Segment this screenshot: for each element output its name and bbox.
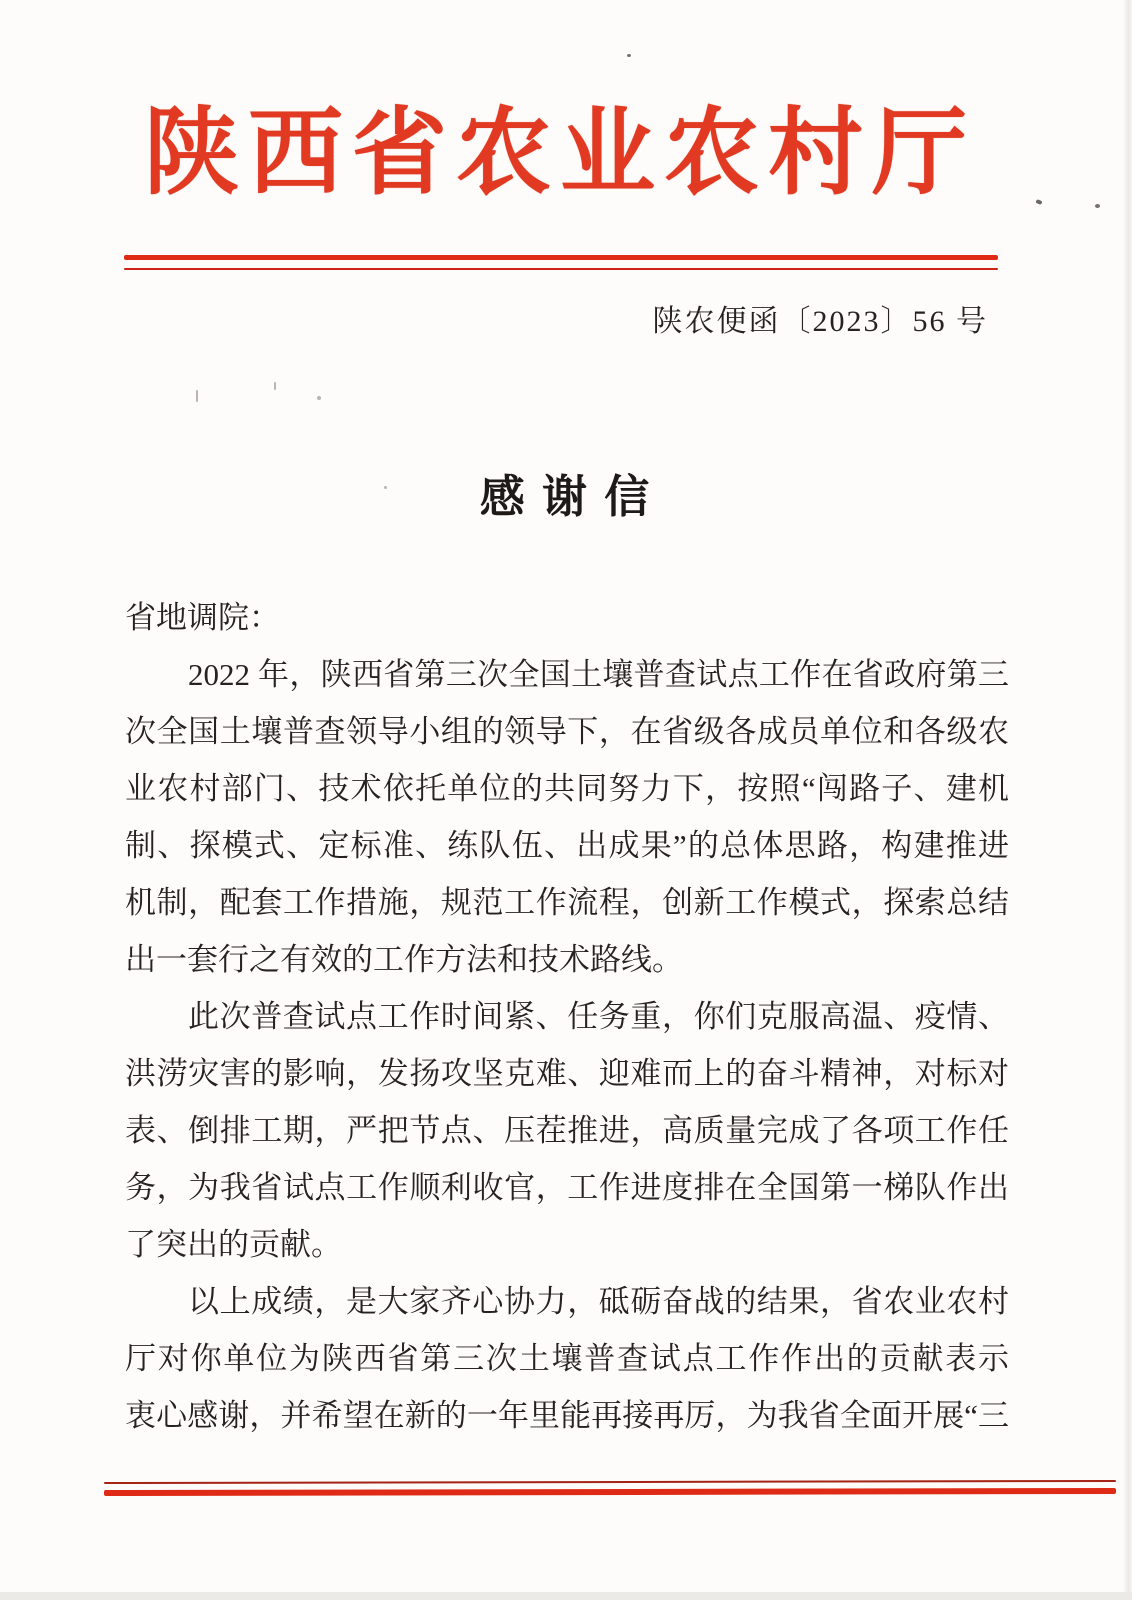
page-edge-bottom <box>0 1592 1132 1600</box>
footer-divider-thick-line <box>104 1488 1116 1496</box>
body-line: 表、倒排工期，严把节点、压茬推进，高质量完成了各项工作任 <box>125 1113 1009 1148</box>
salutation-line: 省地调院： <box>125 600 280 635</box>
body-line: 机制，配套工作措施，规范工作流程，创新工作模式，探索总结 <box>125 885 1009 920</box>
header-divider-thin-line <box>124 268 998 270</box>
letter-body <box>125 589 1009 1444</box>
scan-speck <box>274 382 276 390</box>
scan-speck <box>384 486 387 489</box>
body-line: 厅对你单位为陕西省第三次土壤普查试点工作作出的贡献表示 <box>125 1341 1009 1376</box>
body-line: 出一套行之有效的工作方法和技术路线。 <box>125 942 683 977</box>
body-line: 制、探模式、定标准、练队伍、出成果”的总体思路，构建推进 <box>125 828 1009 863</box>
letterhead-agency-name: 陕西省农业农村厅 <box>143 100 976 206</box>
header-divider-thick-line <box>124 255 998 260</box>
page-edge-right <box>1123 0 1132 1600</box>
body-line: 以上成绩，是大家齐心协力，砥砺奋战的结果，省农业农村 <box>188 1284 1009 1319</box>
scan-speck <box>1095 204 1100 208</box>
footer-divider <box>104 1481 1116 1495</box>
scan-speck <box>627 54 631 57</box>
scan-speck <box>196 390 198 402</box>
body-line: 此次普查试点工作时间紧、任务重，你们克服高温、疫情、 <box>188 999 1009 1034</box>
body-line: 2022 年，陕西省第三次全国土壤普查试点工作在省政府第三 <box>188 657 1009 692</box>
doc-number: 陕农便函〔2023〕56 号 <box>652 305 988 338</box>
body-line: 业农村部门、技术依托单位的共同努力下，按照“闯路子、建机 <box>125 771 1009 806</box>
header-divider <box>124 255 998 270</box>
body-line: 洪涝灾害的影响，发扬攻坚克难、迎难而上的奋斗精神，对标对 <box>125 1056 1009 1091</box>
scan-speck <box>1035 199 1042 205</box>
footer-divider-thin-line <box>104 1480 1116 1484</box>
body-line: 务，为我省试点工作顺利收官，工作进度排在全国第一梯队作出 <box>125 1170 1009 1205</box>
body-line: 次全国土壤普查领导小组的领导下，在省级各成员单位和各级农 <box>125 714 1009 749</box>
letter-title: 感 谢 信 <box>479 472 653 522</box>
body-line: 了突出的贡献。 <box>125 1227 342 1262</box>
body-line: 衷心感谢，并希望在新的一年里能再接再厉，为我省全面开展“三 <box>125 1398 1009 1433</box>
scan-speck <box>317 396 321 400</box>
